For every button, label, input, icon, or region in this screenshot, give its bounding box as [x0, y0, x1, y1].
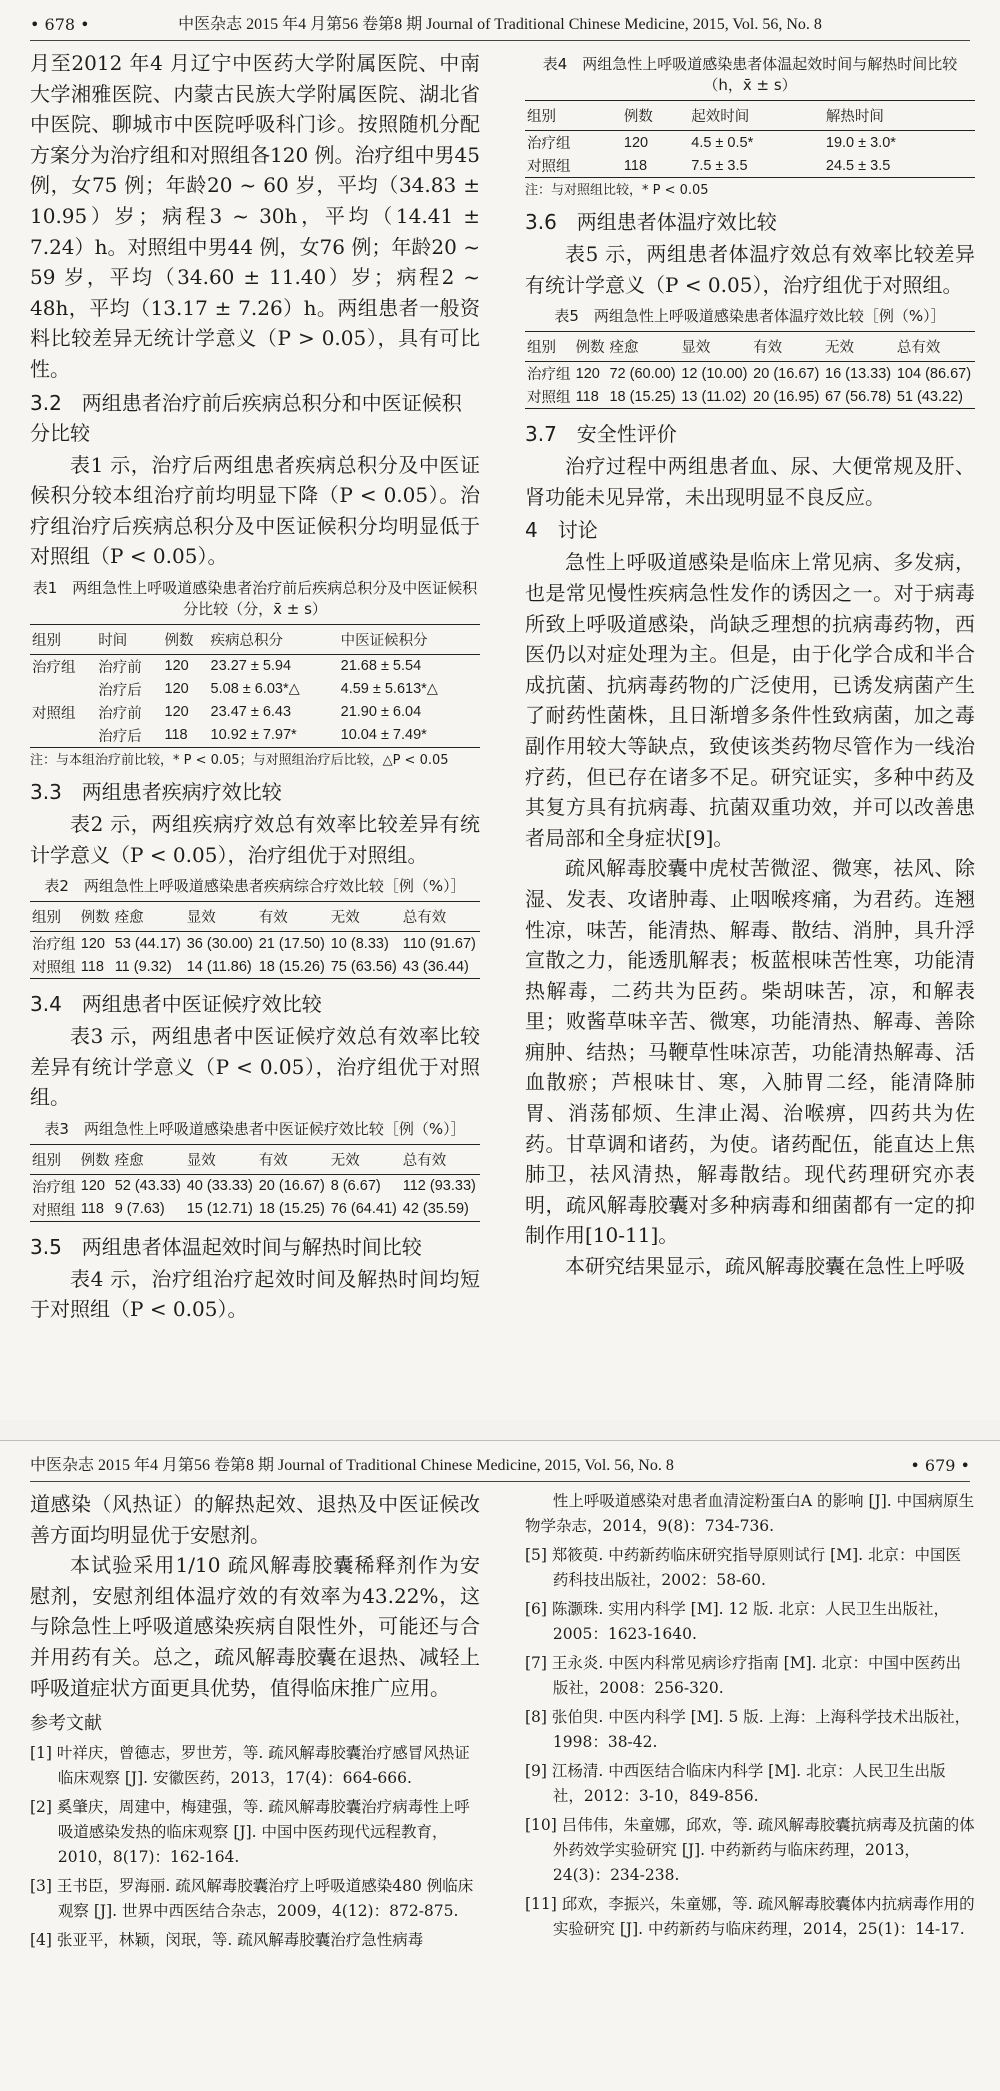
table3-header: 总有效 [402, 1152, 447, 1169]
table5-header: 有效 [753, 340, 783, 357]
table-row [30, 955, 480, 979]
page-number: • 678 • [30, 15, 90, 34]
table-cell: 42 (35.59) [402, 1201, 469, 1218]
table3-header: 显效 [186, 1152, 216, 1169]
table-row [525, 385, 975, 409]
section-3-3-title: 3.3 两组患者疾病疗效比较 [30, 779, 282, 804]
table4-header: 解热时间 [825, 109, 884, 125]
table1-header: 中医证候积分 [340, 632, 428, 649]
table-cell: 18 (15.25) [609, 388, 676, 405]
reference-item: [8] 张伯臾. 中医内科学 [M]. 5 版. 上海：上海科学技术出版社，1998：38-42. [525, 1708, 971, 1751]
reference-item: [3] 王书臣，罗海丽. 疏风解毒胶囊治疗上呼吸道感染480 例临床观察 [J]. 世界中西医结合杂志，2009，4(12)：872-875. [30, 1877, 474, 1921]
reference-item: 性上呼吸道感染对患者血清淀粉蛋白A 的影响 [J]. 中国病原生物学杂志，2014，9(8)：734-736. [525, 1492, 975, 1535]
table-cell: 118 [623, 157, 648, 174]
page-679 [0, 1440, 1000, 2091]
table3-header: 例数 [80, 1152, 110, 1169]
table-cell: 对照组 [32, 960, 76, 977]
table-cell: 23.47 ± 6.43 [210, 704, 292, 721]
table-cell [30, 678, 96, 701]
table-cell: 104 (86.67) [896, 365, 972, 382]
table-row [525, 154, 975, 178]
table-cell: 112 (93.33) [402, 1178, 476, 1195]
table-cell: 72 (60.00) [609, 365, 676, 382]
reference-item: [6] 陈灏珠. 实用内科学 [M]. 12 版. 北京：人民卫生出版社，2005：1623-1640. [525, 1600, 949, 1643]
table5-header: 显效 [681, 340, 711, 357]
table-cell: 12 (10.00) [681, 365, 748, 382]
reference-item: [9] 江杨清. 中西医结合临床内科学 [M]. 北京：人民卫生出版社，2012：3-10，849-856. [525, 1762, 946, 1805]
discussion-paragraph-3: 本研究结果显示，疏风解毒胶囊在急性上呼吸 [565, 1254, 965, 1279]
table2 [30, 901, 480, 979]
table-cell: 43 (36.44) [402, 958, 469, 975]
table-row [30, 724, 480, 748]
table-cell: 53 (44.17) [114, 935, 181, 952]
table-cell: 治疗前 [98, 705, 142, 722]
table-row [30, 1198, 480, 1222]
table-cell: 20 (16.95) [753, 388, 820, 405]
table3-header: 无效 [330, 1152, 360, 1169]
table-cell: 52 (43.33) [114, 1178, 181, 1195]
table-cell: 120 [164, 681, 189, 698]
reference-item: [4] 张亚平，林颖，闵珉，等. 疏风解毒胶囊治疗急性病毒 [30, 1931, 424, 1950]
table-cell: 15 (12.71) [186, 1201, 253, 1218]
table4-note: 注：与对照组比较，* P < 0.05 [525, 183, 709, 198]
table-cell: 21.90 ± 6.04 [340, 704, 422, 721]
table-cell: 21 (17.50) [258, 935, 325, 952]
table5-header: 总有效 [896, 340, 941, 357]
table-cell: 10.04 ± 7.49* [340, 727, 427, 744]
section-3-6-title: 3.6 两组患者体温疗效比较 [525, 210, 777, 234]
table-cell: 4.5 ± 0.5* [691, 134, 754, 151]
table3 [30, 1144, 480, 1222]
section-3-4-text: 表3 示，两组患者中医证候疗效总有效率比较差异有统计学意义（P < 0.05），治疗组优于对照组。 [30, 1024, 480, 1110]
table5-header: 组别 [527, 340, 556, 357]
table1 [30, 624, 480, 748]
table-cell: 4.59 ± 5.613*△ [340, 681, 438, 698]
section-3-7-text: 治疗过程中两组患者血、尿、大便常规及肝、肾功能未见异常，未出现明显不良反应。 [525, 454, 975, 509]
references-title: 参考文献 [30, 1713, 102, 1735]
table2-header: 痊愈 [114, 910, 144, 927]
table-row [525, 362, 975, 386]
table-cell: 23.27 ± 5.94 [210, 658, 292, 675]
reference-item: [2] 奚肇庆，周建中，梅建强，等. 疏风解毒胶囊治疗病毒性上呼吸道感染发热的临床观察 [J]. 中国中医药现代远程教育，2010，8(17)：162-164. [30, 1798, 470, 1867]
conclusion-paragraph: 本试验采用1/10 疏风解毒胶囊稀释剂作为安慰剂，安慰剂组体温疗效的有效率为43.22%，这与除急性上呼吸道感染疾病自限性外，可能还与合并用药有关。总之，疏风解毒胶囊在退热、减轻上呼吸道症状方面更具优势，值得临床推广应用。 [30, 1553, 480, 1700]
table5-header: 无效 [825, 340, 855, 357]
table5-caption: 表5 两组急性上呼吸道感染患者体温疗效比较［例（%）］ [554, 307, 946, 326]
page-number: • 679 • [910, 1456, 970, 1475]
table4-header: 例数 [623, 109, 653, 125]
table-cell: 对照组 [32, 705, 76, 722]
table4-caption: 表4 两组急性上呼吸道感染患者体温起效时间与解热时间比较（h，x̄ ± s） [542, 55, 958, 94]
table-cell: 对照组 [527, 159, 571, 175]
table-cell: 16 (13.33) [825, 365, 892, 382]
table-cell: 14 (11.86) [186, 958, 252, 975]
journal-line: 中医杂志 2015 年4 月第56 卷第8 期 Journal of Traditional Chinese Medicine, 2015, Vol. 56, No. 8 [178, 16, 822, 33]
table1-header: 组别 [32, 632, 61, 649]
table-cell: 18 (15.25) [258, 1201, 325, 1218]
continued-paragraph: 道感染（风热证）的解热起效、退热及中医证候改善方面均明显优于安慰剂。 [30, 1492, 480, 1547]
table-cell: 51 (43.22) [896, 388, 963, 405]
right-column [525, 1489, 975, 1946]
table-cell: 118 [80, 1201, 104, 1218]
table-row [30, 654, 480, 678]
table1-header: 疾病总积分 [210, 632, 284, 649]
discussion-paragraph-2: 疏风解毒胶囊中虎杖苦微涩、微寒，祛风、除湿、发表、攻诸肿毒、止咽喉疼痛，为君药。连翘性凉，味苦，能清热、解毒、散结、消肿，具升浮宣散之力，能透肌解表；板蓝根味苦性寒，功能清热解毒，二药共为臣药。柴胡味苦，凉，和解表里；败酱草味辛苦、微寒，功能清热、解毒、善除痈肿、结热；马鞭草性味凉苦，功能清热解毒、活血散瘀；芦根味甘、寒，入肺胃二经，能清降肺胃、消荡郁烦、生津止渴、治喉痹，四药共为佐药。甘草调和诸药，为使。诸药配伍，能直达上焦肺卫，祛风清热，解毒散结。现代药理研究亦表明，疏风解毒胶囊对多种病毒和细菌都有一定的抑制作用[10-11]。 [525, 856, 975, 1248]
section-3-5-title: 3.5 两组患者体温起效时间与解热时间比较 [30, 1234, 422, 1259]
table-cell: 10.92 ± 7.97* [210, 727, 297, 744]
section-3-6-text: 表5 示，两组患者体温疗效总有效率比较差异有统计学意义（P < 0.05），治疗组优于对照组。 [525, 242, 975, 297]
table-cell: 120 [164, 704, 189, 721]
table-cell: 18 (15.26) [258, 958, 325, 975]
table5-header: 例数 [575, 340, 605, 357]
reference-item: [10] 吕伟伟，朱童娜，邱欢，等. 疏风解毒胶囊抗病毒及抗菌的体外药效学实验研究 [J]. 中药新药与临床药理，2013，24(3)：234-238. [525, 1816, 975, 1884]
table3-header: 有效 [258, 1152, 288, 1169]
table2-caption: 表2 两组急性上呼吸道感染患者疾病综合疗效比较［例（%）］ [44, 877, 466, 896]
table-cell: 9 (7.63) [114, 1201, 165, 1218]
left-column [30, 48, 480, 1325]
table1-header: 例数 [164, 632, 194, 649]
table-cell: 120 [623, 134, 649, 151]
table-row [30, 678, 480, 701]
running-header [30, 10, 970, 41]
table-cell: 21.68 ± 5.54 [340, 658, 422, 675]
reference-item: [5] 郑筱萸. 中药新药临床研究指导原则试行 [M]. 北京：中国医药科技出版社，2002：58-60. [525, 1546, 961, 1589]
table-cell: 13 (11.02) [681, 388, 747, 405]
right-column [525, 48, 975, 1282]
table2-header: 无效 [330, 910, 360, 927]
table-cell: 10 (8.33) [330, 935, 389, 952]
section-3-5-text: 表4 示，治疗组治疗起效时间及解热时间均短于对照组（P < 0.05）。 [30, 1266, 480, 1322]
table-cell: 36 (30.00) [186, 935, 253, 952]
table-row [30, 932, 480, 956]
table-cell: 40 (33.33) [186, 1178, 253, 1195]
table-cell: 对照组 [32, 1202, 76, 1219]
table1-note: 注：与本组治疗前比较，* P < 0.05；与对照组治疗后比较，△P < 0.05 [30, 752, 449, 768]
table3-header: 组别 [32, 1152, 61, 1169]
table-cell: 5.08 ± 6.03*△ [210, 681, 300, 698]
journal-line: 中医杂志 2015 年4 月第56 卷第8 期 Journal of Traditional Chinese Medicine, 2015, Vol. 56, No. 8 [30, 1457, 674, 1474]
discussion-paragraph-1: 急性上呼吸道感染是临床上常见病、多发病，也是常见慢性疾病急性发作的诱因之一。对于病毒所致上呼吸道感染，尚缺乏理想的抗病毒药物，西医仍以对症处理为主。但是，由于化学合成和半合成抗菌、抗病毒药物的广泛使用，已诱发病菌产生了耐药性菌株，且日渐增多条件性致病菌，加之毒副作用较大等缺点，致使该类药物尽管作为一线治疗药，但已存在诸多不足。研究证实，多种中药及其复方具有抗病毒、抗菌双重功效，并可以改善患者局部和全身症状[9]。 [525, 550, 975, 850]
intro-paragraph: 月至2012 年4 月辽宁中医药大学附属医院、中南大学湘雅医院、内蒙古民族大学附属医院、湖北省中医院、聊城市中医院呼吸科门诊。按照随机分配方案分为治疗组和对照组各120 例。治疗组中男45 例，女75 例；年龄20 ~ 60 岁，平均（34.83 ± 10.95）岁；病程3 ~ 30h，平均（14.41 ± 7.24）h。对照组中男44 例，女76 例；年龄20 ~ 59 岁，平均（34.60 ± 11.40）岁；病程2 ~ 48h，平均（13.17 ± 7.26）h。两组患者一般资料比较差异无统计学意义（P > 0.05），具有可比性。 [30, 51, 480, 381]
table-cell: 120 [80, 935, 105, 952]
table-cell: 对照组 [527, 390, 571, 407]
table1-caption: 表1 两组急性上呼吸道感染患者治疗前后疾病总积分及中医证候积分比较（分，x̄ ± s） [32, 578, 478, 618]
reference-item: [1] 叶祥庆，曾德志，罗世芳，等. 疏风解毒胶囊治疗感冒风热证临床观察 [J]. 安徽医药，2013，17(4)：664-666. [30, 1744, 470, 1788]
table-cell: 8 (6.67) [330, 1178, 381, 1195]
table-cell: 118 [80, 958, 104, 975]
table-cell: 20 (16.67) [753, 365, 820, 382]
table2-header: 例数 [80, 910, 110, 927]
table-cell: 治疗组 [527, 136, 571, 152]
section-3-3-text: 表2 示，两组疾病疗效总有效率比较差异有统计学意义（P < 0.05），治疗组优于对照组。 [30, 811, 480, 867]
table3-header: 痊愈 [114, 1152, 144, 1169]
table-cell: 19.0 ± 3.0* [825, 134, 896, 151]
table-cell: 110 (91.67) [402, 935, 476, 952]
table4 [525, 100, 975, 178]
table-cell: 治疗组 [32, 1179, 76, 1196]
table3-caption: 表3 两组急性上呼吸道感染患者中医证候疗效比较［例（%）］ [44, 1119, 466, 1138]
table-cell: 76 (64.41) [330, 1201, 397, 1218]
table-cell: 治疗组 [32, 659, 76, 676]
table1-header: 时间 [98, 632, 128, 649]
table-cell: 治疗组 [527, 367, 571, 384]
table-cell: 120 [575, 365, 600, 382]
table-cell: 118 [164, 727, 188, 744]
table-cell: 67 (56.78) [825, 388, 892, 405]
table-cell: 7.5 ± 3.5 [691, 157, 748, 174]
table-cell: 120 [80, 1178, 105, 1195]
table-cell: 治疗后 [98, 682, 142, 699]
table-cell: 24.5 ± 3.5 [825, 157, 891, 174]
section-3-7-title: 3.7 安全性评价 [525, 422, 677, 447]
table2-header: 组别 [32, 910, 61, 927]
running-header [30, 1451, 970, 1482]
table-cell: 11 (9.32) [114, 958, 172, 975]
section-4-title: 4 讨论 [525, 518, 598, 543]
section-3-2-title: 3.2 两组患者治疗前后疾病总积分和中医证候积分比较 [30, 390, 462, 445]
table-row [525, 131, 975, 155]
table-cell: 治疗组 [32, 937, 76, 954]
table-cell [30, 724, 96, 748]
table5 [525, 331, 975, 409]
table5-header: 痊愈 [609, 340, 639, 357]
table-row [30, 1174, 480, 1198]
reference-item: [7] 王永炎. 中医内科常见病诊疗指南 [M]. 北京：中国中医药出版社，2008：256-320. [525, 1654, 961, 1697]
table2-header: 总有效 [402, 910, 447, 927]
table-cell: 120 [164, 658, 189, 675]
table2-header: 有效 [258, 910, 288, 927]
table2-header: 显效 [186, 910, 216, 927]
table4-header: 起效时间 [691, 109, 750, 125]
section-3-4-title: 3.4 两组患者中医证候疗效比较 [30, 992, 322, 1017]
table-cell: 75 (63.56) [330, 958, 397, 975]
reference-item: [11] 邱欢，李振兴，朱童娜，等. 疏风解毒胶囊体内抗病毒作用的实验研究 [J]. 中药新药与临床药理，2014，25(1)：14-17. [525, 1895, 975, 1938]
section-3-2-text: 表1 示，治疗后两组患者疾病总积分及中医证候积分较本组治疗前均明显下降（P < 0.05）。治疗组治疗后疾病总积分及中医证候积分均明显低于对照组（P < 0.05）。 [30, 452, 480, 569]
left-column [30, 1489, 480, 1957]
table4-header: 组别 [527, 109, 556, 125]
table-cell: 20 (16.67) [258, 1178, 325, 1195]
table-cell: 治疗后 [98, 728, 142, 745]
table-cell: 118 [575, 388, 599, 405]
table-row [30, 701, 480, 724]
table-cell: 治疗前 [98, 659, 142, 676]
